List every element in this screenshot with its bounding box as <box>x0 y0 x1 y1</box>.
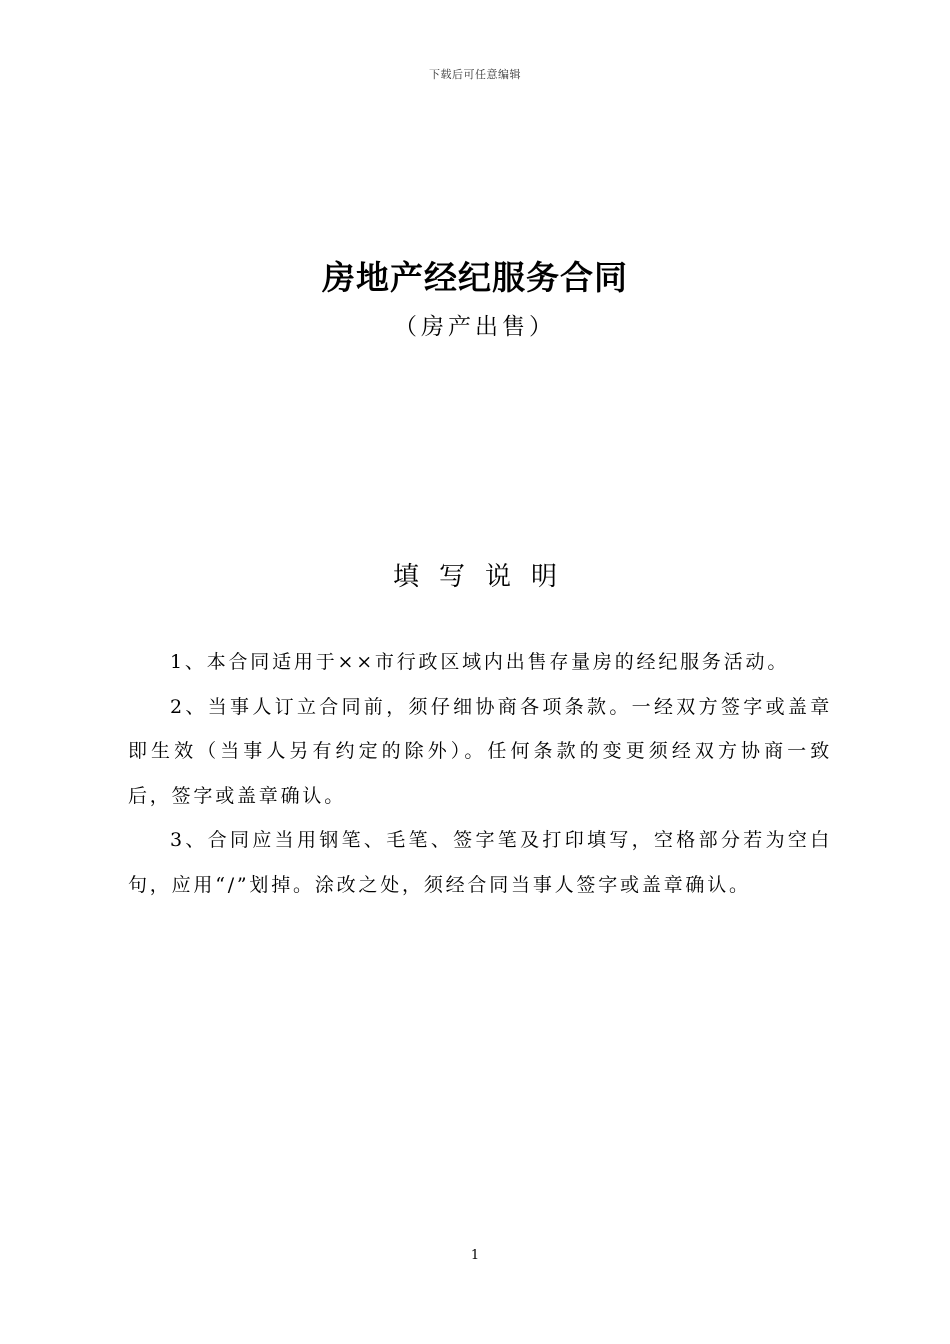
instruction-item-3: 3、合同应当用钢笔、毛笔、签字笔及打印填写，空格部分若为空白句，应用“/”划掉。涂改之处，须经合同当事人签字或盖章确认。 <box>128 829 832 896</box>
document-title: 房地产经纪服务合同 <box>322 258 628 297</box>
instructions-list <box>128 640 832 907</box>
section-heading: 填写说明 <box>392 562 577 592</box>
instruction-item-1: 1、本合同适用于××市行政区域内出售存量房的经纪服务活动。 <box>170 651 790 673</box>
header-note: 下载后可任意编辑 <box>429 68 521 81</box>
instruction-item-2: 2、当事人订立合同前，须仔细协商各项条款。一经双方签字或盖章即生效（当事人另有约定的除外）。任何条款的变更须经双方协商一致后，签字或盖章确认。 <box>128 695 832 807</box>
document-subtitle: （房产出售） <box>394 314 556 340</box>
page-number: 1 <box>470 1248 480 1263</box>
